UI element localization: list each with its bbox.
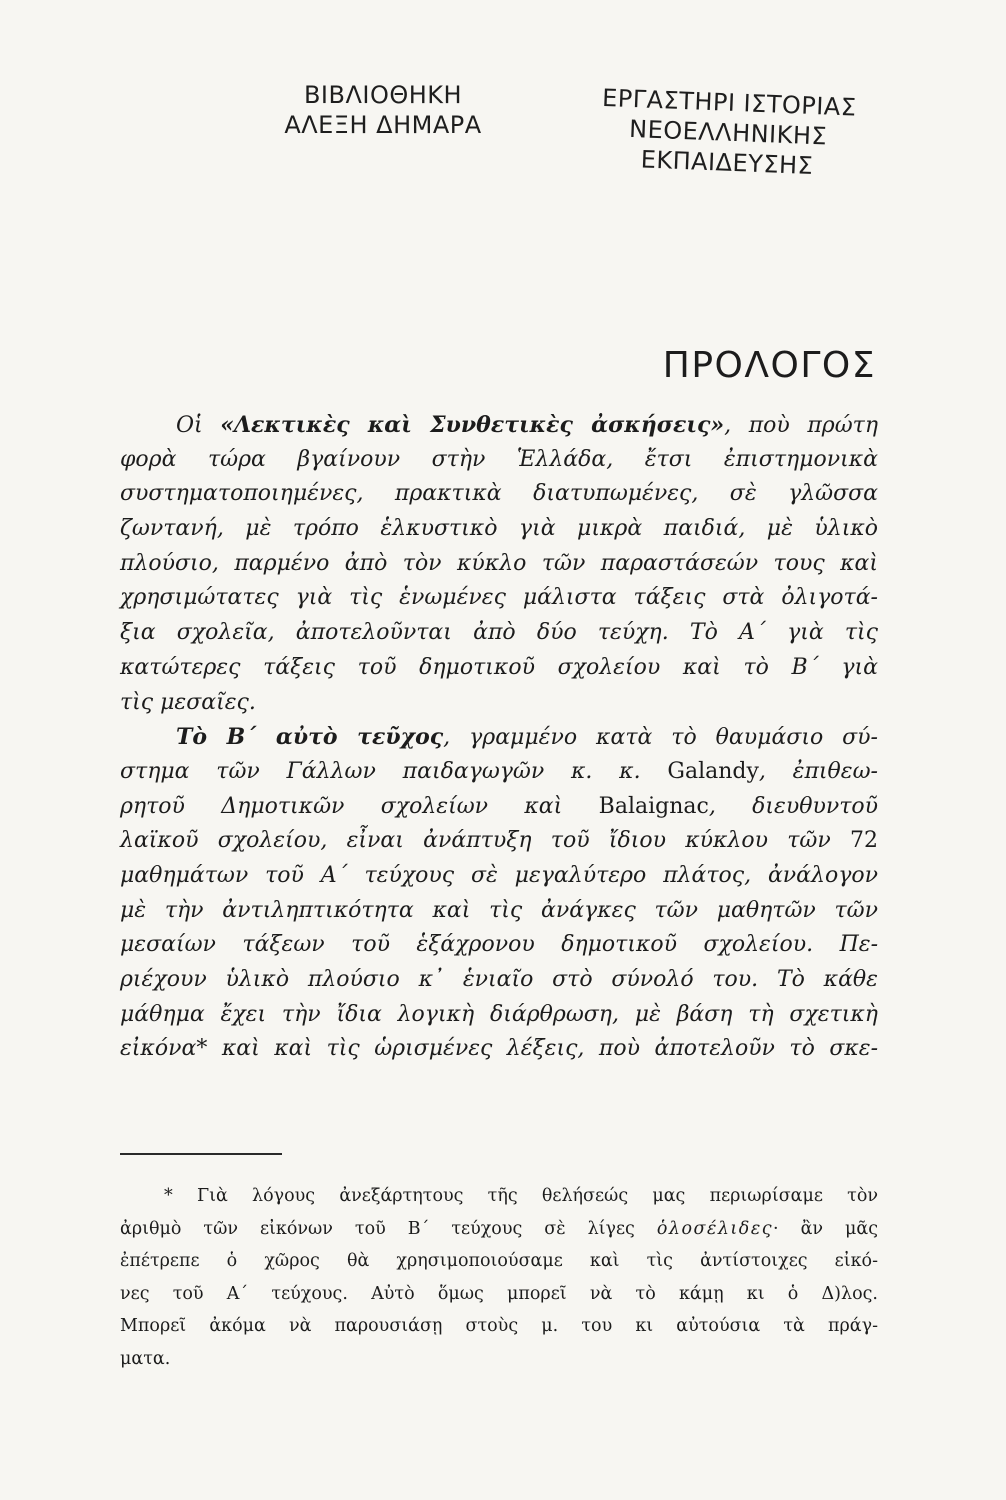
paragraph-2-lead-rest: , γραμμένο κατὰ τὸ θαυμάσιο σύ- [443,725,878,751]
text-fragment: ρητοῦ Δημοτικῶν σχολείων καὶ [120,793,599,819]
paragraph-1-line: συστηματοποιημένες, πρακτικὰ διατυπωμένες, σὲ γλῶσσα [120,481,878,507]
library-stamp-line: ΑΛΕΞΗ ΔΗΜΑΡΑ [284,111,482,139]
paragraph-1-last-line: τὶς μεσαῖες. [120,689,256,715]
footnote-line [120,1213,878,1246]
book-title-emphasis: «Λεκτικὲς καὶ Συνθετικὲς ἀσκήσεις» [220,412,725,438]
paragraph-2-line [120,790,878,825]
paragraph-2-emphasis: Τὸ Β΄ αὐτὸ τεῦχος [176,724,444,751]
paragraph-1-article: Οἱ [176,413,221,438]
paragraph-2-line: ριέχουν ὑλικὸ πλούσιο κ᾿ ἑνιαῖο στὸ σύνολό του. Τὸ κάθε [120,967,878,992]
paragraph-1-lead-rest: , ποὺ πρώτη [724,413,879,438]
paragraph-2-line: μεσαίων τάξεων τοῦ ἑξάχρονου δημοτικοῦ σχολείου. Πε- [120,932,878,958]
footnote-line: Μπορεῖ ἀκόμα νὰ παρουσιάσῃ στοὺς μ. του κι αὐτούσια τὰ πράγ- [120,1316,878,1337]
paragraph-1-line: πλούσιο, παρμένο ἀπὸ τὸν κύκλο τῶν παραστάσεών τους καὶ [120,550,878,576]
text-fragment: στημα τῶν Γάλλων παιδαγωγῶν κ. κ. [120,758,668,784]
text-fragment: ἀριθμὸ τῶν εἰκόνων τοῦ Β΄ τεύχους σὲ λίγες [120,1218,657,1239]
library-stamp-line: ΒΙΒΛΙΟΘΗΚΗ [303,81,463,109]
paragraph-2-line [120,755,878,790]
footnote-emphasis: ὁλοσέλιδες [656,1218,774,1239]
text-fragment: λαϊκοῦ σχολείου, εἶναι ἀνάπτυξη τοῦ ἴδιου κύκλου τῶν [120,828,850,854]
paragraph-1-line: ζωντανή, μὲ τρόπο ἑλκυστικὸ γιὰ μικρὰ παιδιά, μὲ ὑλικὸ [120,516,878,542]
paragraph-2-line: εἰκόνα* καὶ καὶ τὶς ὡρισμένες λέξεις, ποὺ ἀποτελοῦν τὸ σκε- [120,1036,878,1062]
workshop-stamp [577,82,880,183]
paragraph-1-line: κατώτερες τάξεις τοῦ δημοτικοῦ σχολείου καὶ τὸ Β΄ γιὰ [120,654,878,680]
footnote [120,1180,878,1376]
page-title: ΠΡΟΛΟΓΟΣ [662,345,876,386]
paragraph-2-line: μάθημα ἔχει τὴν ἴδια λογικὴ διάρθρωση, μὲ βάση τὴ σχετικὴ [120,1001,878,1027]
paragraph-1-line: ξια σχολεῖα, ἀποτελοῦνται ἀπὸ δύο τεύχη. Τὸ Α΄ γιὰ τὶς [120,620,878,646]
paragraph-1-line: φορὰ τώρα βγαίνουν στὴν Ἑλλάδα, ἔτσι ἐπιστημονικὰ [120,446,878,472]
paragraph-2-line [120,824,878,859]
prologue-body [120,408,878,1067]
footnote-divider [120,1153,282,1155]
workshop-stamp-line: ΕΚΠΑΙΔΕΥΣΗΣ [640,145,814,181]
footnote-line: ἐπέτρεπε ὁ χῶρος θὰ χρησιμοποιούσαμε καὶ τὶς ἀντίστοιχες εἰκό- [120,1251,878,1272]
paragraph-2-line: μὲ τὴν ἀντιληπτικότητα καὶ τὶς ἀνάγκες τῶν μαθητῶν τῶν [120,897,878,923]
paragraph-2-line: μαθημάτων τοῦ Α΄ τεύχους σὲ μεγαλύτερο πλάτος, ἀνάλογον [120,862,878,888]
paragraph-1-line [120,408,878,443]
footnote-line: * Γιὰ λόγους ἀνεξάρτητους τῆς θελήσεώς μας περιωρίσαμε τὸν [164,1186,878,1206]
footnote-line: νες τοῦ Α΄ τεύχους. Αὐτὸ ὅμως μπορεῖ νὰ τὸ κάμῃ κι ὁ Δ)λος. [120,1283,878,1304]
footnote-last-line: ματα. [120,1348,171,1369]
paragraph-1-line: χρησιμώτατες γιὰ τὶς ἑνωμένες μάλιστα τάξεις στὰ ὀλιγοτά- [120,585,878,611]
text-fragment: , ἐπιθεω- [758,758,878,784]
text-fragment: · ἂν μᾶς [773,1218,879,1239]
lesson-count: 72 [850,828,878,854]
workshop-stamp-line: ΝΕΟΕΛΛΗΝΙΚΗΣ [628,114,828,151]
workshop-stamp-line: ΕΡΓΑΣΤΗΡΙ ΙΣΤΟΡΙΑΣ [601,83,857,122]
author-name-galandy: Galandy [667,758,759,784]
text-fragment: , διευθυντοῦ [708,793,879,819]
library-stamp [268,80,498,140]
author-name-balaignac: Balaignac [598,793,709,819]
paragraph-2-line [120,720,878,755]
